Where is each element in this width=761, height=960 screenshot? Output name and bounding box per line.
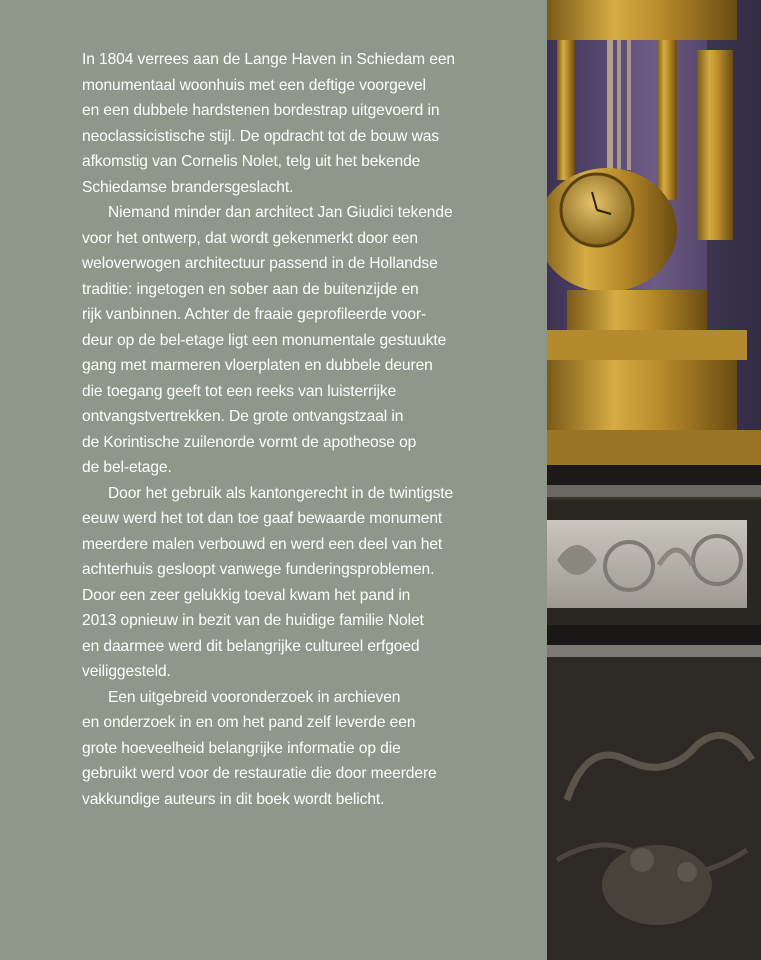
photo-panel	[547, 0, 761, 960]
text-line: Door het gebruik als kantongerecht in de twintigste	[108, 484, 454, 502]
text-line: achterhuis gesloopt vanwege funderingsproblemen.	[82, 561, 435, 578]
fireback-relief-figures	[602, 845, 712, 925]
text-line: Door een zeer gelukkig toeval kwam het pand in	[82, 586, 411, 604]
text-line: 2013 opnieuw in bezit van de huidige familie Nolet	[82, 612, 424, 629]
clock-plinth	[547, 430, 761, 465]
text-line: de Korintische zuilenorde vormt de apotheose op	[82, 433, 417, 451]
column-far-right	[697, 50, 733, 240]
text-line: neoclassicistische stijl. De opdracht tot de bouw was	[82, 127, 439, 145]
text-line: weloverwogen architectuur passend in de Hollandse	[82, 255, 438, 272]
text-line: vakkundige auteurs in dit boek wordt belicht.	[82, 790, 385, 808]
text-line: monumentaal woonhuis met een deftige voorgevel	[82, 76, 426, 94]
text-line: meerdere malen verbouwd en werd een deel van het	[82, 535, 443, 553]
mantel-shelf	[547, 465, 761, 485]
text-line: ontvangstvertrekken. De grote ontvangstzaal in	[82, 408, 404, 425]
text-line: en een dubbele hardstenen bordestrap uitgevoerd in	[82, 102, 440, 119]
clock-fireplace-photo	[547, 0, 761, 960]
text-line: traditie: ingetogen en sober aan de buitenzijde en	[82, 280, 419, 298]
text-line: gang met marmeren vloerplaten en dubbele deuren	[82, 357, 433, 374]
column-left	[557, 40, 575, 180]
text-line: en onderzoek in en om het pand zelf leverde een	[82, 714, 416, 731]
text-line: In 1804 verrees aan de Lange Haven in Schiedam een	[82, 51, 455, 68]
text-line: gebruikt werd voor de restauratie die door meerdere	[82, 765, 437, 782]
clock-cornice	[547, 0, 737, 40]
text-line: de bel-etage.	[82, 459, 172, 476]
text-line: Schiedamse brandersgeslacht.	[82, 178, 294, 196]
lyre-strings	[607, 40, 613, 170]
text-line: voor het ontwerp, dat wordt gekenmerkt door een	[82, 229, 418, 247]
text-line: Niemand minder dan architect Jan Giudici tekende	[108, 204, 453, 221]
text-line: eeuw werd het tot dan toe gaaf bewaarde monument	[82, 510, 443, 527]
body-text	[82, 47, 522, 812]
column-right	[657, 40, 677, 200]
clock-neck	[567, 290, 707, 330]
clock-base	[547, 360, 737, 430]
text-line: Een uitgebreid vooronderzoek in archieven	[108, 688, 401, 706]
text-line: grote hoeveelheid belangrijke informatie op die	[82, 739, 401, 757]
text-line: en daarmee werd dit belangrijke cultureel erfgoed	[82, 637, 420, 655]
text-line: veiliggesteld.	[82, 663, 171, 680]
text-line: die toegang geeft tot een reeks van luisterrijke	[82, 382, 397, 400]
text-line: rijk vanbinnen. Achter de fraaie geprofileerde voor-	[82, 306, 427, 323]
text-line: afkomstig van Cornelis Nolet, telg uit het bekende	[82, 153, 421, 170]
text-line: deur op de bel-etage ligt een monumentale gestuukte	[82, 331, 447, 349]
